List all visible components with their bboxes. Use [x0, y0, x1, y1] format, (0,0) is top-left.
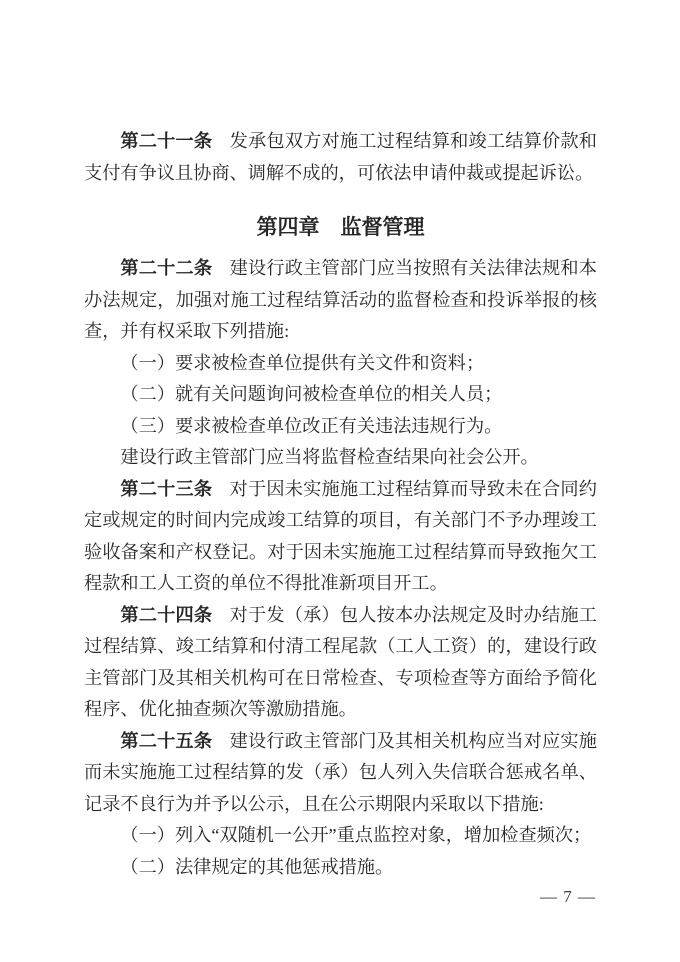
- article-23-paragraph: [84, 474, 597, 600]
- article-22-item-1: （一）要求被检查单位提供有关文件和资料；: [120, 352, 485, 373]
- chapter-heading: 第四章 监督管理: [256, 215, 425, 239]
- article-25-text: 建设行政主管部门及其相关机构应当对应实施而未实施施工过程结算的发（承）包人列入失信联合惩戒名单、记录不良行为并予以公示，且在公示期限内采取以下措施:: [84, 730, 597, 814]
- content-area: [84, 126, 597, 883]
- article-22-number: 第二十二条: [120, 258, 213, 278]
- article-25-number: 第二十五条: [120, 730, 213, 751]
- article-22-item-2: （二）就有关问题询问被检查单位的相关人员；: [120, 384, 503, 404]
- article-21-text: 发承包双方对施工过程结算和竣工结算价款和支付有争议且协商、调解不成的，可依法申请仲裁或提起诉讼。: [84, 131, 597, 183]
- article-24-number: 第二十四条: [120, 604, 213, 625]
- article-25-item-2: （二）法律规定的其他惩戒措施。: [120, 856, 394, 877]
- article-22-paragraph: [84, 253, 597, 348]
- article-25-paragraph: [84, 726, 597, 821]
- article-21-paragraph: [84, 126, 597, 189]
- article-23-text: 对于因未实施施工过程结算而导致未在合同约定或规定的时间内完成竣工结算的项目，有关部门不予办理竣工验收备案和产权登记。对于因未实施施工过程结算而导致拖欠工程款和工人工资的单位不得批准新项目开工。: [84, 478, 597, 593]
- article-22-text: 建设行政主管部门应当按照有关法律法规和本办法规定，加强对施工过程结算活动的监督检查和投诉举报的核查，并有权采取下列措施:: [84, 258, 597, 341]
- article-23-number: 第二十三条: [120, 478, 213, 499]
- article-25-item-1: （一）列入“双随机一公开”重点监控对象，增加检查频次；: [120, 825, 592, 845]
- page-number: — 7 —: [540, 887, 596, 906]
- article-22-closing-paragraph: 建设行政主管部门应当将监督检查结果向社会公开。: [120, 447, 539, 467]
- article-22-item-3: （三）要求被检查单位改正有关违法违规行为。: [120, 415, 503, 436]
- article-24-paragraph: [84, 600, 597, 726]
- article-21-number: 第二十一条: [120, 131, 213, 151]
- article-24-text: 对于发（承）包人按本办法规定及时办结施工过程结算、竣工结算和付清工程尾款（工人工资）的，建设行政主管部门及其相关机构可在日常检查、专项检查等方面给予简化程序、优化抽查频次等激励措施。: [84, 604, 597, 719]
